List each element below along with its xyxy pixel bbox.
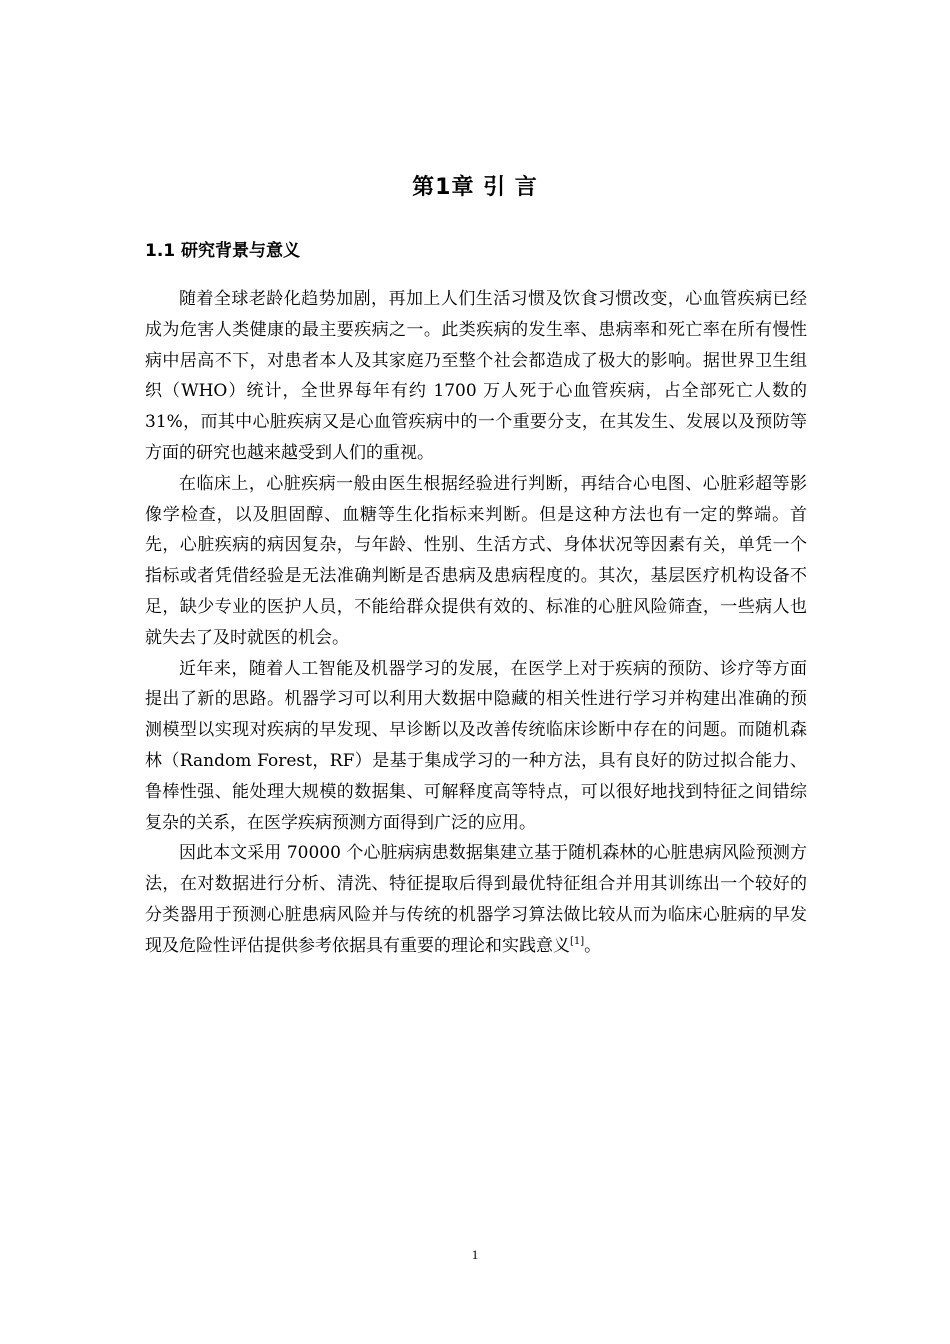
paragraph: 在临床上，心脏疾病一般由医生根据经验进行判断，再结合心电图、心脏彩超等影像学检查，以及胆固醇、血糖等生化指标来判断。但是这种方法也有一定的弊端。首先，心脏疾病的病因复杂，与年龄、性别、生活方式、身体状况等因素有关，单凭一个指标或者凭借经验是无法准确判断是否患病及患病程度的。其次，基层医疗机构设备不足，缺少专业的医护人员，不能给群众提供有效的、标准的心脏风险筛查，一些病人也就失去了及时就医的机会。: [145, 473, 807, 648]
paragraph-text: 因此本文采用 70000 个心脏病病患数据集建立基于随机森林的心脏患病风险预测方法，在对数据进行分析、清洗、特征提取后得到最优特征组合并用其训练出一个较好的分类器用于预测心脏患病风险并与传统的机器学习算法做比较从而为临床心脏病的早发现及危险性评估提供参考依据具有重要的理论和实践意义: [145, 843, 807, 956]
paragraph-end-punct: 。: [584, 935, 602, 956]
chapter-title: 第1章 引 言: [412, 175, 538, 200]
paragraph: 随着全球老龄化趋势加剧，再加上人们生活习惯及饮食习惯改变，心血管疾病已经成为危害人类健康的最主要疾病之一。此类疾病的发生率、患病率和死亡率在所有慢性病中居高不下，对患者本人及其家庭乃至整个社会都造成了极大的影响。据世界卫生组织（WHO）统计，全世界每年有约 1700 万人死于心血管疾病，占全部死亡人数的 31%，而其中心脏疾病又是心血管疾病中的一个重要分支，在其发生、发展以及预防等方面的研究也越来越受到人们的重视。: [145, 289, 807, 463]
paragraph: 近年来，随着人工智能及机器学习的发展，在医学上对于疾病的预防、诊疗等方面提出了新的思路。机器学习可以利用大数据中隐藏的相关性进行学习并构建出准确的预测模型以实现对疾病的早发现、早诊断以及改善传统临床诊断中存在的问题。而随机森林（Random Forest，RF）是基于集成学习的一种方法，具有良好的防过拟合能力、鲁棒性强、能处理大规模的数据集、可解释度高等特点，可以很好地找到特征之间错综复杂的关系，在医学疾病预测方面得到广泛的应用。: [145, 658, 807, 833]
body-text: [145, 284, 807, 962]
page-number: 1: [471, 1247, 479, 1262]
paragraph: [145, 838, 807, 961]
citation-reference[interactable]: [1]: [570, 935, 585, 947]
section-title: 1.1 研究背景与意义: [145, 241, 301, 261]
